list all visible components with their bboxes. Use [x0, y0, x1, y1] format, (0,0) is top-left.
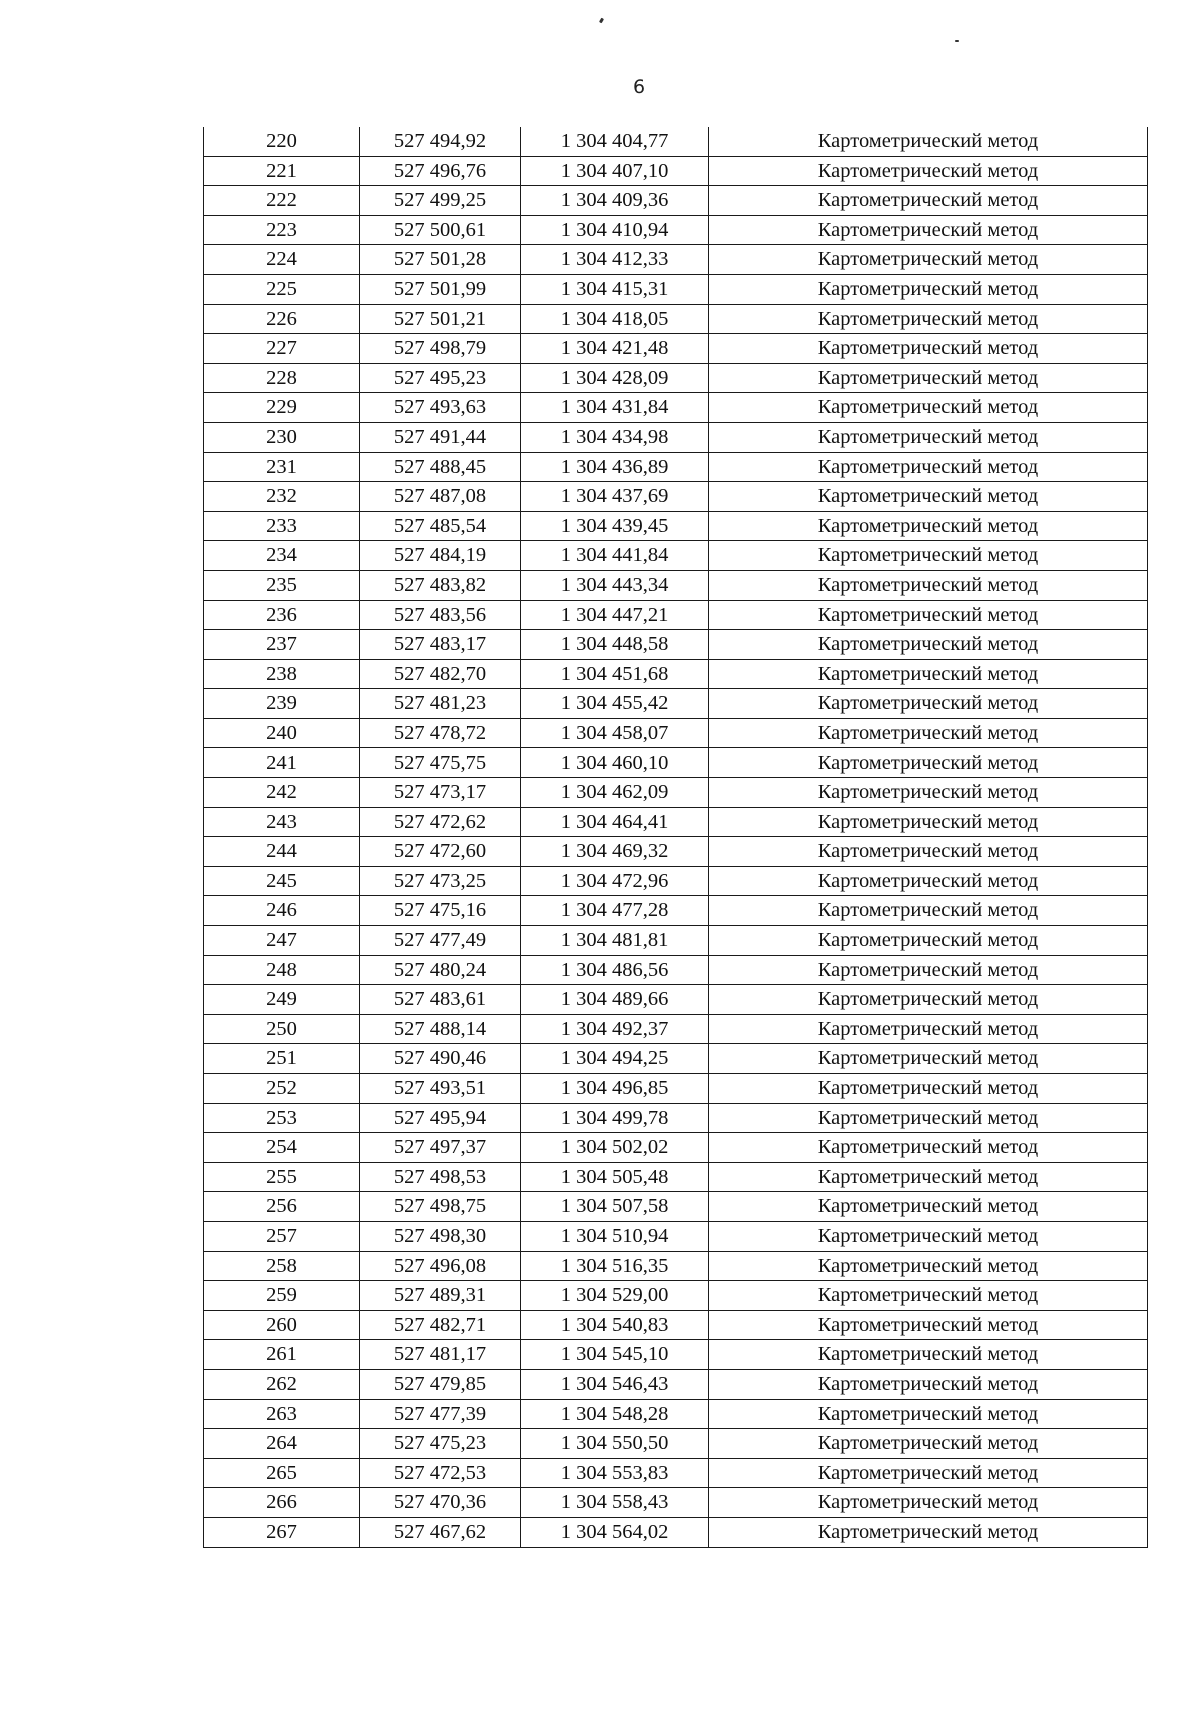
point-number-cell: 234	[204, 541, 360, 571]
x-coordinate-cell: 527 481,23	[360, 689, 521, 719]
x-coordinate-cell: 527 480,24	[360, 955, 521, 985]
point-number-cell: 247	[204, 926, 360, 956]
x-coordinate-cell: 527 493,63	[360, 393, 521, 423]
x-coordinate-cell: 527 484,19	[360, 541, 521, 571]
method-cell: Картометрический метод	[709, 896, 1148, 926]
point-number-cell: 257	[204, 1221, 360, 1251]
point-number-cell: 230	[204, 422, 360, 452]
y-coordinate-cell: 1 304 448,58	[521, 630, 709, 660]
x-coordinate-cell: 527 501,99	[360, 274, 521, 304]
y-coordinate-cell: 1 304 412,33	[521, 245, 709, 275]
x-coordinate-cell: 527 483,17	[360, 630, 521, 660]
point-number-cell: 220	[204, 127, 360, 156]
y-coordinate-cell: 1 304 477,28	[521, 896, 709, 926]
x-coordinate-cell: 527 479,85	[360, 1369, 521, 1399]
method-cell: Картометрический метод	[709, 718, 1148, 748]
point-number-cell: 258	[204, 1251, 360, 1281]
y-coordinate-cell: 1 304 486,56	[521, 955, 709, 985]
point-number-cell: 266	[204, 1488, 360, 1518]
table-row	[204, 1074, 1148, 1104]
point-number-cell: 261	[204, 1340, 360, 1370]
y-coordinate-cell: 1 304 410,94	[521, 215, 709, 245]
y-coordinate-cell: 1 304 436,89	[521, 452, 709, 482]
x-coordinate-cell: 527 483,82	[360, 570, 521, 600]
table-row	[204, 926, 1148, 956]
method-cell: Картометрический метод	[709, 304, 1148, 334]
table-row	[204, 985, 1148, 1015]
method-cell: Картометрический метод	[709, 659, 1148, 689]
method-cell: Картометрический метод	[709, 1074, 1148, 1104]
y-coordinate-cell: 1 304 548,28	[521, 1399, 709, 1429]
x-coordinate-cell: 527 481,17	[360, 1340, 521, 1370]
method-cell: Картометрический метод	[709, 511, 1148, 541]
y-coordinate-cell: 1 304 409,36	[521, 186, 709, 216]
method-cell: Картометрический метод	[709, 1162, 1148, 1192]
scan-speck	[955, 40, 959, 42]
x-coordinate-cell: 527 477,49	[360, 926, 521, 956]
method-cell: Картометрический метод	[709, 127, 1148, 156]
method-cell: Картометрический метод	[709, 245, 1148, 275]
y-coordinate-cell: 1 304 434,98	[521, 422, 709, 452]
y-coordinate-cell: 1 304 472,96	[521, 866, 709, 896]
y-coordinate-cell: 1 304 516,35	[521, 1251, 709, 1281]
y-coordinate-cell: 1 304 431,84	[521, 393, 709, 423]
x-coordinate-cell: 527 495,23	[360, 363, 521, 393]
point-number-cell: 232	[204, 482, 360, 512]
coordinates-table	[203, 127, 1148, 1548]
method-cell: Картометрический метод	[709, 422, 1148, 452]
table-row	[204, 807, 1148, 837]
y-coordinate-cell: 1 304 540,83	[521, 1310, 709, 1340]
y-coordinate-cell: 1 304 415,31	[521, 274, 709, 304]
x-coordinate-cell: 527 490,46	[360, 1044, 521, 1074]
x-coordinate-cell: 527 478,72	[360, 718, 521, 748]
x-coordinate-cell: 527 467,62	[360, 1517, 521, 1547]
method-cell: Картометрический метод	[709, 1251, 1148, 1281]
table-row	[204, 570, 1148, 600]
point-number-cell: 235	[204, 570, 360, 600]
table-row	[204, 482, 1148, 512]
point-number-cell: 267	[204, 1517, 360, 1547]
x-coordinate-cell: 527 499,25	[360, 186, 521, 216]
y-coordinate-cell: 1 304 481,81	[521, 926, 709, 956]
point-number-cell: 228	[204, 363, 360, 393]
method-cell: Картометрический метод	[709, 156, 1148, 186]
x-coordinate-cell: 527 472,60	[360, 837, 521, 867]
table-row	[204, 127, 1148, 156]
table-row	[204, 1103, 1148, 1133]
x-coordinate-cell: 527 483,61	[360, 985, 521, 1015]
y-coordinate-cell: 1 304 550,50	[521, 1429, 709, 1459]
point-number-cell: 236	[204, 600, 360, 630]
point-number-cell: 242	[204, 778, 360, 808]
point-number-cell: 226	[204, 304, 360, 334]
point-number-cell: 231	[204, 452, 360, 482]
table-row	[204, 1014, 1148, 1044]
x-coordinate-cell: 527 498,79	[360, 334, 521, 364]
method-cell: Картометрический метод	[709, 1429, 1148, 1459]
y-coordinate-cell: 1 304 458,07	[521, 718, 709, 748]
method-cell: Картометрический метод	[709, 985, 1148, 1015]
point-number-cell: 222	[204, 186, 360, 216]
method-cell: Картометрический метод	[709, 334, 1148, 364]
point-number-cell: 244	[204, 837, 360, 867]
y-coordinate-cell: 1 304 439,45	[521, 511, 709, 541]
x-coordinate-cell: 527 489,31	[360, 1281, 521, 1311]
point-number-cell: 223	[204, 215, 360, 245]
table-row	[204, 511, 1148, 541]
method-cell: Картометрический метод	[709, 866, 1148, 896]
x-coordinate-cell: 527 498,53	[360, 1162, 521, 1192]
method-cell: Картометрический метод	[709, 1399, 1148, 1429]
y-coordinate-cell: 1 304 469,32	[521, 837, 709, 867]
x-coordinate-cell: 527 483,56	[360, 600, 521, 630]
table-row	[204, 748, 1148, 778]
table-row	[204, 1517, 1148, 1547]
method-cell: Картометрический метод	[709, 452, 1148, 482]
method-cell: Картометрический метод	[709, 1517, 1148, 1547]
point-number-cell: 263	[204, 1399, 360, 1429]
y-coordinate-cell: 1 304 564,02	[521, 1517, 709, 1547]
y-coordinate-cell: 1 304 437,69	[521, 482, 709, 512]
x-coordinate-cell: 527 495,94	[360, 1103, 521, 1133]
y-coordinate-cell: 1 304 404,77	[521, 127, 709, 156]
point-number-cell: 224	[204, 245, 360, 275]
y-coordinate-cell: 1 304 455,42	[521, 689, 709, 719]
table-row	[204, 1281, 1148, 1311]
point-number-cell: 262	[204, 1369, 360, 1399]
y-coordinate-cell: 1 304 441,84	[521, 541, 709, 571]
x-coordinate-cell: 527 472,53	[360, 1458, 521, 1488]
y-coordinate-cell: 1 304 418,05	[521, 304, 709, 334]
method-cell: Картометрический метод	[709, 274, 1148, 304]
method-cell: Картометрический метод	[709, 1340, 1148, 1370]
method-cell: Картометрический метод	[709, 363, 1148, 393]
table-row	[204, 837, 1148, 867]
method-cell: Картометрический метод	[709, 1221, 1148, 1251]
x-coordinate-cell: 527 482,70	[360, 659, 521, 689]
table-row	[204, 452, 1148, 482]
x-coordinate-cell: 527 496,76	[360, 156, 521, 186]
table-row	[204, 1340, 1148, 1370]
method-cell: Картометрический метод	[709, 1044, 1148, 1074]
method-cell: Картометрический метод	[709, 1133, 1148, 1163]
point-number-cell: 246	[204, 896, 360, 926]
point-number-cell: 243	[204, 807, 360, 837]
table-row	[204, 393, 1148, 423]
y-coordinate-cell: 1 304 489,66	[521, 985, 709, 1015]
table-row	[204, 1251, 1148, 1281]
table-row	[204, 689, 1148, 719]
x-coordinate-cell: 527 475,75	[360, 748, 521, 778]
x-coordinate-cell: 527 472,62	[360, 807, 521, 837]
table-row	[204, 896, 1148, 926]
point-number-cell: 264	[204, 1429, 360, 1459]
method-cell: Картометрический метод	[709, 215, 1148, 245]
y-coordinate-cell: 1 304 499,78	[521, 1103, 709, 1133]
table-row	[204, 274, 1148, 304]
x-coordinate-cell: 527 488,45	[360, 452, 521, 482]
method-cell: Картометрический метод	[709, 1458, 1148, 1488]
table-row	[204, 1369, 1148, 1399]
y-coordinate-cell: 1 304 407,10	[521, 156, 709, 186]
x-coordinate-cell: 527 500,61	[360, 215, 521, 245]
table-row	[204, 630, 1148, 660]
page-number: 6	[632, 76, 646, 98]
point-number-cell: 255	[204, 1162, 360, 1192]
point-number-cell: 239	[204, 689, 360, 719]
point-number-cell: 237	[204, 630, 360, 660]
y-coordinate-cell: 1 304 496,85	[521, 1074, 709, 1104]
x-coordinate-cell: 527 497,37	[360, 1133, 521, 1163]
y-coordinate-cell: 1 304 421,48	[521, 334, 709, 364]
method-cell: Картометрический метод	[709, 807, 1148, 837]
point-number-cell: 249	[204, 985, 360, 1015]
point-number-cell: 256	[204, 1192, 360, 1222]
table-row	[204, 1192, 1148, 1222]
x-coordinate-cell: 527 498,75	[360, 1192, 521, 1222]
x-coordinate-cell: 527 491,44	[360, 422, 521, 452]
y-coordinate-cell: 1 304 492,37	[521, 1014, 709, 1044]
table-row	[204, 659, 1148, 689]
table-row	[204, 1399, 1148, 1429]
y-coordinate-cell: 1 304 464,41	[521, 807, 709, 837]
y-coordinate-cell: 1 304 545,10	[521, 1340, 709, 1370]
table-row	[204, 156, 1148, 186]
point-number-cell: 221	[204, 156, 360, 186]
point-number-cell: 260	[204, 1310, 360, 1340]
coordinates-table-body	[204, 127, 1148, 1547]
point-number-cell: 253	[204, 1103, 360, 1133]
method-cell: Картометрический метод	[709, 1488, 1148, 1518]
point-number-cell: 251	[204, 1044, 360, 1074]
x-coordinate-cell: 527 488,14	[360, 1014, 521, 1044]
method-cell: Картометрический метод	[709, 630, 1148, 660]
point-number-cell: 252	[204, 1074, 360, 1104]
method-cell: Картометрический метод	[709, 600, 1148, 630]
table-row	[204, 1221, 1148, 1251]
y-coordinate-cell: 1 304 507,58	[521, 1192, 709, 1222]
table-row	[204, 1044, 1148, 1074]
x-coordinate-cell: 527 475,23	[360, 1429, 521, 1459]
y-coordinate-cell: 1 304 460,10	[521, 748, 709, 778]
y-coordinate-cell: 1 304 505,48	[521, 1162, 709, 1192]
x-coordinate-cell: 527 494,92	[360, 127, 521, 156]
method-cell: Картометрический метод	[709, 748, 1148, 778]
y-coordinate-cell: 1 304 451,68	[521, 659, 709, 689]
point-number-cell: 250	[204, 1014, 360, 1044]
table-row	[204, 245, 1148, 275]
x-coordinate-cell: 527 487,08	[360, 482, 521, 512]
method-cell: Картометрический метод	[709, 1014, 1148, 1044]
point-number-cell: 238	[204, 659, 360, 689]
method-cell: Картометрический метод	[709, 1103, 1148, 1133]
table-row	[204, 363, 1148, 393]
method-cell: Картометрический метод	[709, 1369, 1148, 1399]
y-coordinate-cell: 1 304 462,09	[521, 778, 709, 808]
x-coordinate-cell: 527 477,39	[360, 1399, 521, 1429]
x-coordinate-cell: 527 475,16	[360, 896, 521, 926]
table-row	[204, 1429, 1148, 1459]
method-cell: Картометрический метод	[709, 926, 1148, 956]
point-number-cell: 240	[204, 718, 360, 748]
point-number-cell: 265	[204, 1458, 360, 1488]
method-cell: Картометрический метод	[709, 570, 1148, 600]
y-coordinate-cell: 1 304 546,43	[521, 1369, 709, 1399]
table-row	[204, 866, 1148, 896]
table-row	[204, 186, 1148, 216]
point-number-cell: 241	[204, 748, 360, 778]
method-cell: Картометрический метод	[709, 186, 1148, 216]
point-number-cell: 233	[204, 511, 360, 541]
y-coordinate-cell: 1 304 502,02	[521, 1133, 709, 1163]
x-coordinate-cell: 527 470,36	[360, 1488, 521, 1518]
point-number-cell: 254	[204, 1133, 360, 1163]
table-row	[204, 955, 1148, 985]
method-cell: Картометрический метод	[709, 689, 1148, 719]
y-coordinate-cell: 1 304 443,34	[521, 570, 709, 600]
y-coordinate-cell: 1 304 553,83	[521, 1458, 709, 1488]
table-row	[204, 541, 1148, 571]
table-row	[204, 304, 1148, 334]
method-cell: Картометрический метод	[709, 837, 1148, 867]
method-cell: Картометрический метод	[709, 393, 1148, 423]
method-cell: Картометрический метод	[709, 1310, 1148, 1340]
x-coordinate-cell: 527 482,71	[360, 1310, 521, 1340]
table-row	[204, 215, 1148, 245]
scan-speck	[599, 18, 604, 24]
table-row	[204, 334, 1148, 364]
x-coordinate-cell: 527 501,21	[360, 304, 521, 334]
table-row	[204, 1458, 1148, 1488]
y-coordinate-cell: 1 304 447,21	[521, 600, 709, 630]
point-number-cell: 225	[204, 274, 360, 304]
table-row	[204, 1488, 1148, 1518]
x-coordinate-cell: 527 496,08	[360, 1251, 521, 1281]
x-coordinate-cell: 527 493,51	[360, 1074, 521, 1104]
point-number-cell: 229	[204, 393, 360, 423]
method-cell: Картометрический метод	[709, 482, 1148, 512]
y-coordinate-cell: 1 304 529,00	[521, 1281, 709, 1311]
y-coordinate-cell: 1 304 510,94	[521, 1221, 709, 1251]
x-coordinate-cell: 527 473,17	[360, 778, 521, 808]
y-coordinate-cell: 1 304 494,25	[521, 1044, 709, 1074]
table-row	[204, 600, 1148, 630]
table-row	[204, 718, 1148, 748]
table-row	[204, 1310, 1148, 1340]
y-coordinate-cell: 1 304 558,43	[521, 1488, 709, 1518]
table-row	[204, 1133, 1148, 1163]
point-number-cell: 259	[204, 1281, 360, 1311]
x-coordinate-cell: 527 485,54	[360, 511, 521, 541]
point-number-cell: 227	[204, 334, 360, 364]
table-row	[204, 778, 1148, 808]
method-cell: Картометрический метод	[709, 778, 1148, 808]
x-coordinate-cell: 527 498,30	[360, 1221, 521, 1251]
table-row	[204, 1162, 1148, 1192]
table-row	[204, 422, 1148, 452]
point-number-cell: 248	[204, 955, 360, 985]
x-coordinate-cell: 527 501,28	[360, 245, 521, 275]
method-cell: Картометрический метод	[709, 1281, 1148, 1311]
method-cell: Картометрический метод	[709, 955, 1148, 985]
y-coordinate-cell: 1 304 428,09	[521, 363, 709, 393]
point-number-cell: 245	[204, 866, 360, 896]
method-cell: Картометрический метод	[709, 541, 1148, 571]
x-coordinate-cell: 527 473,25	[360, 866, 521, 896]
method-cell: Картометрический метод	[709, 1192, 1148, 1222]
